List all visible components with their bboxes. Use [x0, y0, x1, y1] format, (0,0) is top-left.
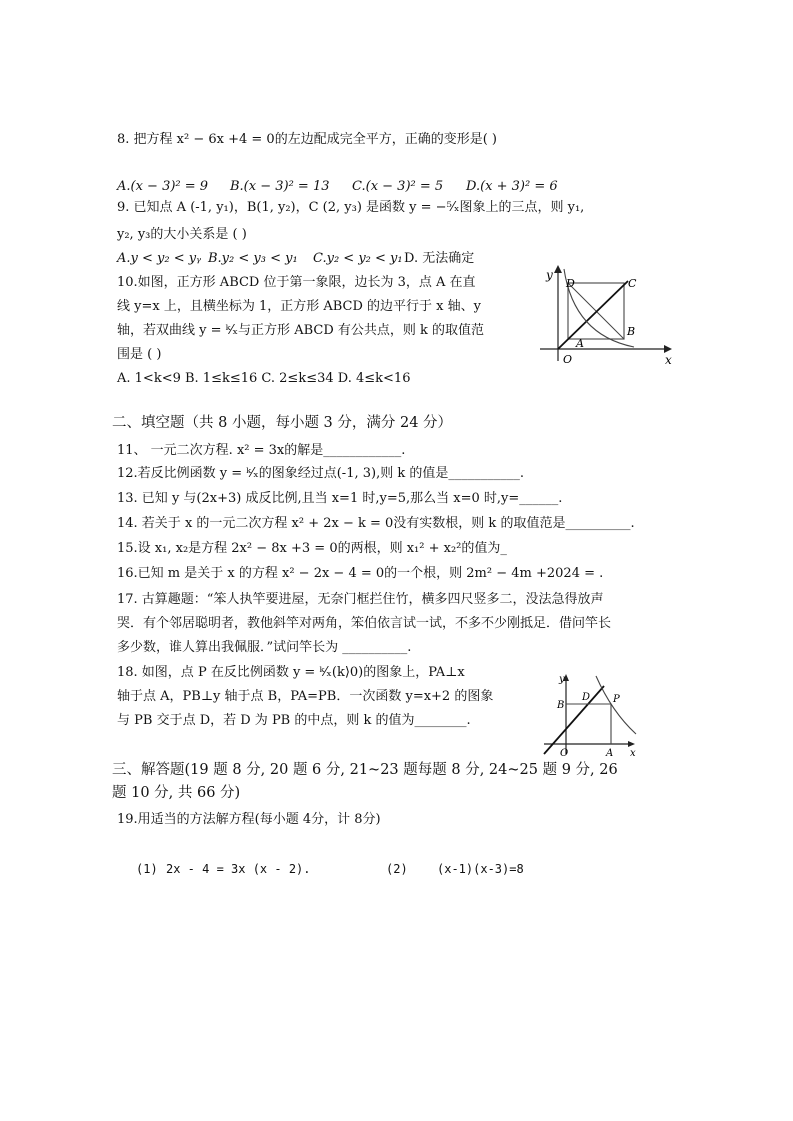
q10-options: A. 1<k<9 B. 1≤k≤16 C. 2≤k≤34 D. 4≤k<16	[117, 371, 411, 386]
q10-label-y: y	[546, 268, 553, 282]
q8-stem: 8. 把方程 x² − 6x +4 = 0的左边配成完全平方，正确的变形是( )	[117, 132, 497, 147]
q10-label-x: x	[665, 353, 672, 367]
q17-line3: 多少数，谁人算出我佩服．”试问竿长为 __________.	[117, 640, 412, 655]
q18-line3: 与 PB 交于点 D，若 D 为 PB 的中点，则 k 的值为________.	[117, 713, 471, 728]
q15: 15.设 x₁, x₂是方程 2x² − 8x +3 = 0的两根，则 x₁² + x₂²的值为_	[117, 541, 507, 556]
q17-line2: 哭．有个邻居聪明者，教他斜竿对两角，笨伯依言试一试，不多不少刚抵足．借问竿长	[117, 616, 612, 631]
q18-label-x: x	[630, 748, 636, 758]
q18-x-axis-arrow	[628, 741, 635, 747]
q10-line3: 轴，若双曲线 y = ᵏ⁄ₓ与正方形 ABCD 有公共点，则 k 的取值范	[117, 323, 485, 338]
q10-line1: 10.如图，正方形 ABCD 位于第一象限，边长为 3，点 A 在直	[117, 275, 476, 290]
q8-option-d: D.(x + 3)² = 6	[466, 179, 558, 194]
q10-y-axis-arrow	[554, 265, 562, 273]
q8-option-c: C.(x − 3)² = 5	[352, 179, 444, 194]
q18-label-d: D	[582, 692, 591, 703]
q18-figure	[540, 672, 640, 758]
section2-title: 二、填空题（共 8 小题，每小题 3 分，满分 24 分）	[112, 415, 453, 431]
q8-option-b: B.(x − 3)² = 13	[230, 179, 330, 194]
q10-line2: 线 y=x 上，且横坐标为 1，正方形 ABCD 的边平行于 x 轴、y	[117, 299, 481, 314]
q18-line1: 18. 如图，点 P 在反比例函数 y = ᵏ⁄ₓ(k⟩0)的图象上，PA⊥x	[117, 665, 465, 680]
q18-label-o: O	[560, 748, 569, 758]
q9-option-a: A.y < y₂ < yᵧ	[117, 251, 201, 266]
q18-label-b: B	[557, 700, 565, 711]
q18-label-a: A	[606, 748, 614, 758]
q10-label-a: A	[576, 337, 584, 350]
q10-label-o: O	[563, 353, 573, 366]
q9-option-c: C.y₂ < y₂ < y₁	[313, 251, 403, 266]
q10-line4: 围是 ( )	[117, 347, 162, 362]
q16: 16.已知 m 是关于 x 的方程 x² − 2x − 4 = 0的一个根，则 2m² − 4m +2024 = .	[117, 566, 604, 581]
q17-line1: 17. 古算趣题：“笨人执竿要进屋，无奈门框拦住竹，横多四尺竖多二，没法急得放声	[117, 592, 604, 607]
q18-line2: 轴于点 A，PB⊥y 轴于点 B，PA=PB．一次函数 y=x+2 的图象	[117, 689, 494, 704]
q19-part2-equation: (x-1)(x-3)=8	[437, 862, 524, 876]
q19-part1-equation: 2x - 4 = 3x (x - 2).	[166, 862, 311, 876]
q9-line1: 9. 已知点 A (-1, y₁)，B(1, y₂)，C (2, y₃) 是函数 y = −⁵⁄ₓ图象上的三点，则 y₁,	[117, 200, 585, 215]
q9-option-b: B.y₂ < y₃ < y₁	[208, 251, 298, 266]
q18-label-p: P	[613, 694, 620, 705]
q14: 14. 若关于 x 的一元二次方程 x² + 2x − k = 0没有实数根，则 k 的取值范是__________.	[117, 516, 635, 531]
q10-x-axis-arrow	[664, 345, 672, 353]
q9-option-d: D. 无法确定	[404, 251, 475, 266]
section3-line2: 题 10 分, 共 66 分)	[112, 785, 241, 801]
q8-option-a: A.(x − 3)² = 9	[117, 179, 209, 194]
q10-figure	[538, 265, 678, 369]
q13: 13. 已知 y 与(2x+3) 成反比例,且当 x=1 时,y=5,那么当 x=0 时,y=______.	[117, 491, 563, 506]
q10-label-b: B	[627, 325, 636, 338]
q10-label-c: C	[628, 277, 637, 290]
q18-hyperbola	[596, 676, 636, 734]
q9-line2: y₂, y₃的大小关系是 ( )	[117, 227, 247, 242]
q19-part1-number: (1)	[136, 862, 158, 876]
q18-label-y: y	[559, 674, 565, 685]
q11: 11、 一元二次方程. x² = 3x的解是____________.	[117, 443, 406, 458]
q10-label-d: D	[566, 277, 575, 290]
q12: 12.若反比例函数 y = ᵏ⁄ₓ的图象经过点(-1, 3),则 k 的值是___________.	[117, 466, 524, 481]
section3-line1: 三、解答题(19 题 8 分, 20 题 6 分, 21~23 题每题 8 分, 24~25 题 9 分, 26	[112, 762, 618, 778]
q19-part2-number: (2)	[386, 862, 408, 876]
q19-stem: 19.用适当的方法解方程(每小题 4分，计 8分)	[117, 812, 381, 827]
